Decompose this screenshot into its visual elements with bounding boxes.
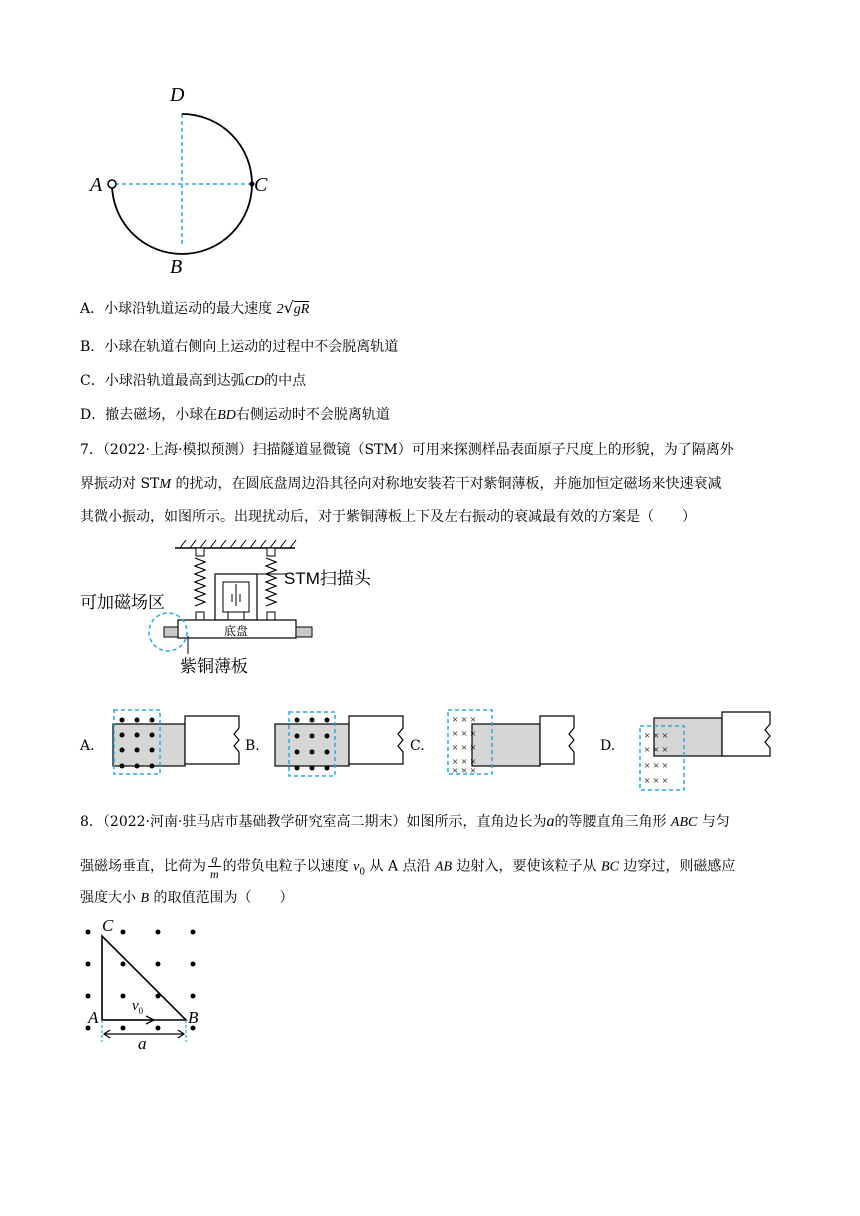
option-letter: B．: [80, 339, 105, 355]
triangle-abc: [102, 936, 186, 1020]
label-b: B: [170, 256, 183, 278]
var-a: a: [546, 813, 555, 830]
svg-text:× × ×: × × ×: [452, 742, 477, 754]
label-base: 底盘: [224, 624, 249, 638]
circle-track-diagram: [80, 80, 280, 280]
label-magnet-zone: 可加磁场区: [80, 593, 165, 612]
right-spring: [266, 558, 276, 606]
fraction-numerator: q: [208, 852, 221, 867]
ball-a: [108, 180, 116, 188]
coef: 2: [276, 302, 284, 317]
question-source: （2022·河南·驻马店市基础教学研究室高二期末）: [102, 814, 407, 830]
option-letter: C．: [80, 373, 105, 389]
question-text: 的带负电粒子以速度: [222, 858, 354, 875]
question-source: （2022·上海·模拟预测）: [102, 442, 253, 458]
label-v0: [132, 998, 143, 1016]
question-text: 界振动对 ST: [80, 476, 160, 492]
question-text: 从 A 点沿: [365, 858, 435, 875]
question-text: 的等腰直角三角形: [554, 814, 671, 830]
var-b: B: [140, 891, 150, 906]
question-text: 边射入，要使该粒子从: [452, 858, 602, 875]
label-scan-head: STM扫描头: [284, 569, 371, 588]
q8-line-3: [80, 888, 293, 909]
option-text: 小球沿轨道最高到达弧: [104, 373, 245, 389]
var-ab: AB: [435, 859, 453, 875]
question-text: 其微小振动，如图所示。出现扰动后，对于紫铜薄板上下及左右振动的衰减最有效的方案是（ ）: [80, 509, 696, 525]
stm-figure: [80, 536, 371, 686]
sqrt-sign-icon: √: [283, 298, 294, 317]
option-b-diagram: [269, 706, 415, 786]
q6-option-d: [80, 405, 390, 426]
question-number: 8．: [80, 814, 103, 830]
var-v: v: [353, 859, 360, 875]
q7-line-2: [80, 474, 722, 495]
q7-option-a: [80, 706, 250, 786]
var-cd: CD: [244, 374, 265, 389]
question-text: 扫描隧道显微镜（STM）可用来探测样品表面原子尺度上的形貌，为了隔离外: [252, 442, 734, 458]
var-abc: ABC: [670, 815, 698, 830]
label-v: v: [132, 998, 139, 1014]
copper-plate-left: [164, 627, 178, 637]
q7-line-3: [80, 507, 696, 527]
option-letter: D．: [80, 407, 106, 423]
q7-option-c: [410, 706, 580, 786]
question-text: 强磁场垂直，比荷为: [80, 858, 206, 875]
label-c: C: [102, 916, 114, 935]
label-v-subscript: 0: [138, 1006, 144, 1016]
question-text: 与匀: [697, 814, 730, 830]
q8-line-2: [80, 852, 735, 882]
option-text: 右侧运动时不会脱离轨道: [235, 407, 390, 423]
option-letter: A．: [80, 301, 105, 317]
q8-line-1: [80, 812, 730, 833]
circle-track-figure: [80, 80, 280, 280]
svg-text:× × ×: × × ×: [644, 760, 669, 772]
left-spring: [195, 558, 205, 606]
option-a-diagram: [104, 706, 250, 786]
question-number: 7．: [80, 442, 103, 458]
radicand: gR: [293, 302, 310, 317]
svg-text:× × ×: × × ×: [644, 744, 669, 756]
label-b: B: [188, 1008, 199, 1027]
q6-option-b: [80, 337, 398, 357]
svg-text:× × ×: × × ×: [452, 756, 477, 768]
svg-text:× × ×: × × ×: [644, 730, 669, 742]
fraction-denominator: m: [210, 867, 219, 881]
triangle-figure: [80, 916, 210, 1053]
q6-option-c: [80, 371, 306, 392]
option-text: 撤去磁场，小球在: [105, 407, 218, 423]
label-a: A: [90, 174, 103, 196]
var-m: M: [159, 477, 172, 492]
label-c: C: [254, 174, 268, 196]
option-text: 小球在轨道右侧向上运动的过程中不会脱离轨道: [104, 339, 399, 355]
svg-text:× × ×: × × ×: [452, 714, 477, 726]
var-v-subscript: 0: [359, 867, 366, 878]
option-d-diagram: [624, 706, 780, 796]
copper-plate-right: [296, 627, 312, 637]
option-c-diagram: [434, 706, 580, 786]
option-letter: D.: [600, 738, 616, 754]
q7-option-b: [245, 706, 415, 786]
q7-option-d: [600, 706, 780, 796]
q6-option-a: [80, 298, 309, 320]
label-copper-plate: 紫铜薄板: [180, 657, 248, 676]
option-letter: C.: [410, 738, 425, 754]
triangle-diagram: [80, 918, 210, 1048]
var-bc: BC: [601, 859, 619, 875]
question-text: 边穿过，则磁感应: [618, 858, 736, 875]
question-text: 如图所示，直角边长为: [406, 814, 547, 830]
label-a-length: a: [138, 1034, 147, 1053]
q7-line-1: [80, 440, 734, 460]
option-letter: B.: [245, 738, 260, 754]
svg-text:× × ×: × × ×: [452, 765, 477, 777]
var-bd: BD: [217, 408, 236, 423]
question-text: 的取值范围为（ ）: [149, 890, 294, 906]
question-text: 的扰动，在圆底盘周边沿其径向对称地安装若干对紫铜薄板，并施加恒定磁场来快速衰减: [171, 476, 722, 492]
svg-text:× × ×: × × ×: [452, 728, 477, 740]
svg-text:× × ×: × × ×: [644, 775, 669, 787]
option-text: 的中点: [264, 373, 307, 389]
label-a: A: [88, 1008, 99, 1027]
question-text: 强度大小: [80, 890, 141, 906]
option-text: 小球沿轨道运动的最大速度: [104, 301, 273, 317]
label-d: D: [170, 84, 185, 106]
fraction: [208, 852, 221, 881]
option-letter: A.: [80, 738, 95, 754]
